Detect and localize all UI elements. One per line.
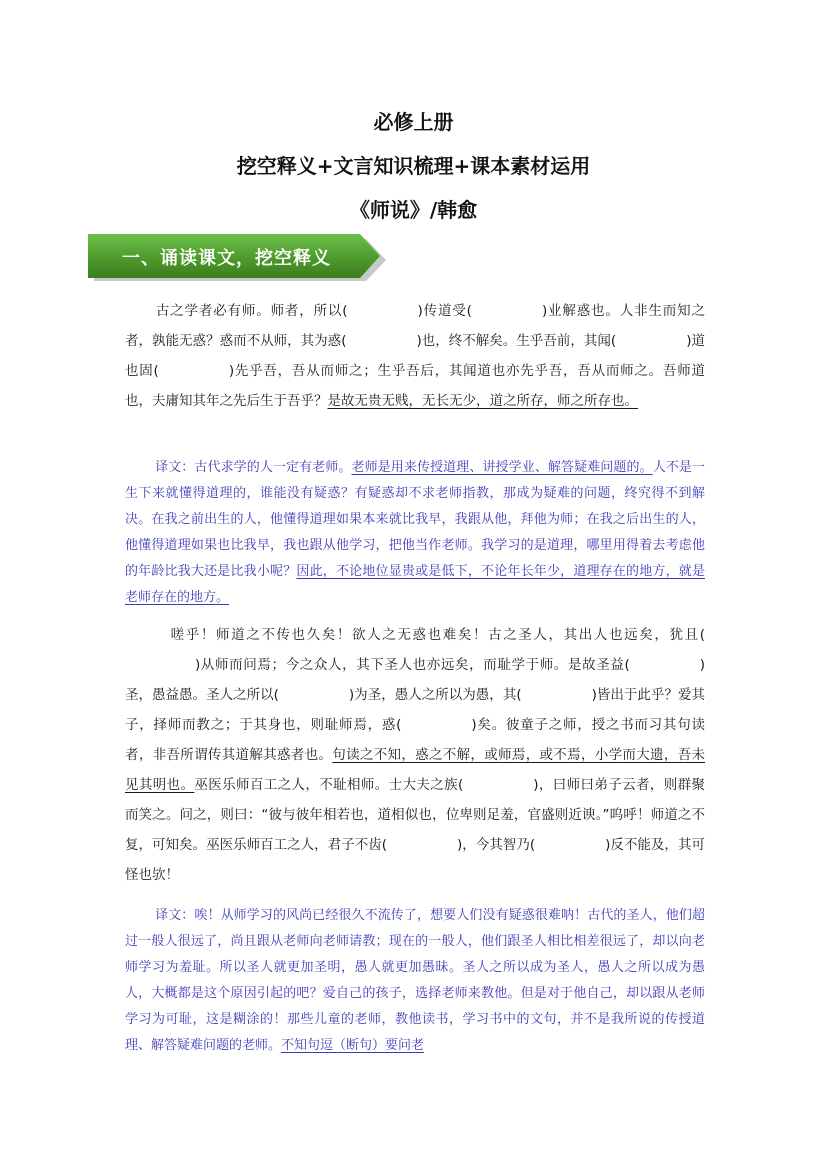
underlined-translation: 老师是用来传授道理、讲授学业、解答疑难问题的。 bbox=[351, 460, 653, 475]
underlined-translation: 因此，不论地位显贵或是低下，不论年长年少，道理存在的地方，就是老师存在的地方。 bbox=[125, 564, 705, 605]
text-segment: )，今其智乃( bbox=[457, 837, 536, 853]
text-segment: 巫医乐师百工之人，不耻相师。士大夫之族( bbox=[194, 777, 464, 793]
translation-paragraph-1 bbox=[125, 455, 705, 611]
underlined-sentence: 句读之不知，惑之不解，或师焉，或不焉，小学而大遗，吾未见其明也。 bbox=[125, 747, 706, 793]
underlined-translation: 不知句逗（断句）要问老 bbox=[281, 1038, 425, 1053]
text-segment: 嗟乎！师道之不传也久矣！欲人之无惑也难矣！古之圣人，其出人也远矣，犹且( bbox=[169, 627, 705, 643]
text-segment: )反不能及，其可怪也欤！ bbox=[125, 837, 705, 883]
text-segment: )也，终不解矣。生乎吾前，其闻( bbox=[416, 333, 617, 349]
translation-paragraph-2 bbox=[125, 903, 705, 1059]
text-segment: )业解惑也。人非生而知之者，孰能无惑？惑而不从师，其为惑( bbox=[125, 303, 705, 349]
text-segment: )为圣，愚人之所以为愚，其( bbox=[348, 687, 522, 703]
page-subtitle: 挖空释义+文言知识梳理+课本素材运用 bbox=[236, 154, 591, 178]
text-segment: )皆出于此乎？爱其子，择师而教之；于其身也，则耻师焉，惑( bbox=[125, 687, 705, 733]
underlined-sentence: 是故无贵无贱，无长无少，道之所存，师之所存也。 bbox=[327, 393, 638, 409]
text-segment: )从师而问焉；今之众人，其下圣人也亦远矣，而耻学于师。是故圣益( bbox=[195, 657, 630, 673]
text-segment: )道也固( bbox=[125, 333, 705, 379]
translation-segment: 译文：唉！从师学习的风尚已经很久不流传了，想要人们没有疑惑很难呐！古代的圣人，他们超过一般人很远了，尚且跟从老师向老师请教；现在的一般人，他们跟圣人相比相差很远了，却以向老师学习为羞耻。所以圣人就更加圣明，愚人就更加愚昧。圣人之所以成为圣人，愚人之所以成为愚人，大概都是这个原因引起的吧？爱自己的孩子，选择老师来教他。但是对于他自己，却以跟从老师学习为可耻，这是糊涂的！那些儿童的老师，教他读书，学习书中的文句，并不是我所说的传授道理、解答疑难问题的老师。 bbox=[125, 908, 705, 1053]
translation-segment: 译文：古代求学的人一定有老师。 bbox=[155, 460, 352, 475]
section-banner bbox=[88, 232, 388, 282]
classical-paragraph-2 bbox=[125, 620, 705, 890]
text-segment: )，曰师曰弟子云者，则群聚而笑之。问之，则曰：“彼与彼年相若也，道相似也，位卑则足羞，官盛则近谀。”呜呼！师道之不复，可知矣。巫医乐师百工之人，君子不齿( bbox=[125, 777, 705, 853]
text-segment: 古之学者必有师。师者，所以( bbox=[155, 303, 348, 319]
classical-paragraph-1 bbox=[125, 296, 705, 416]
text-segment: )矣。彼童子之师，授之书而习其句读者，非吾所谓传其道解其惑者也。 bbox=[125, 717, 705, 763]
text-segment: )传道受( bbox=[417, 303, 472, 319]
text-segment: )圣，愚益愚。圣人之所以( bbox=[125, 657, 705, 703]
text-segment: )先乎吾，吾从而师之；生乎吾后，其闻道也亦先乎吾，吾从而师之。吾师道也，夫庸知其年之先后生于吾乎？ bbox=[125, 363, 705, 409]
text-title: 《师说》/韩愈 bbox=[349, 198, 478, 222]
page-title: 必修上册 bbox=[373, 110, 454, 134]
section-heading: 一、诵读课文，挖空释义 bbox=[122, 248, 331, 269]
translation-segment: 人不是一生下来就懂得道理的，谁能没有疑惑？有疑惑却不求老师指教，那成为疑难的问题，终究得不到解决。在我之前出生的人，他懂得道理如果本来就比我早，我跟从他，拜他为师；在我之后出生的人，他懂得道理如果也比我早，我也跟从他学习，把他当作老师。我学习的是道理，哪里用得着去考虑他的年龄比我大还是比我小呢？ bbox=[125, 460, 705, 579]
